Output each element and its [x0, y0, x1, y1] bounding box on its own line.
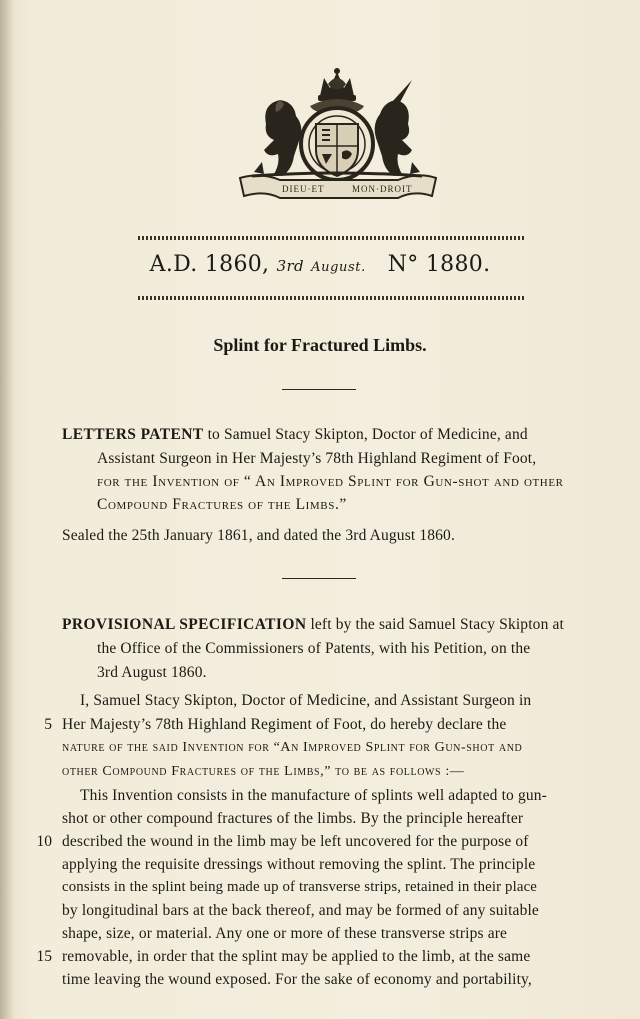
letters-patent-line-4: Compound Fractures of the Limbs.”	[97, 496, 347, 513]
provisional-line-1	[62, 616, 564, 634]
provisional-line-3: 3rd August 1860.	[97, 664, 207, 681]
patent-title: Splint for Fractured Limbs.	[213, 335, 427, 355]
separator-rule	[282, 389, 356, 390]
patent-heading	[0, 252, 640, 277]
line-number: 5	[44, 716, 52, 733]
separator-rule-2	[282, 578, 356, 579]
body-line: time leaving the wound exposed. For the sake of economy and portability,	[62, 971, 532, 988]
provisional-text: left by the said Samuel Stacy Skipton at	[306, 616, 564, 633]
heading-year: A.D. 1860,	[149, 252, 270, 277]
body-line: I, Samuel Stacy Skipton, Doctor of Medicine, and Assistant Surgeon in	[80, 692, 532, 709]
body-line: described the wound in the limb may be left uncovered for the purpose of	[62, 833, 529, 850]
svg-text:DIEU·ET: DIEU·ET	[282, 184, 325, 194]
heading-top-rule	[138, 236, 526, 240]
body-line: shot or other compound fractures of the limbs. By the principle hereafter	[62, 810, 524, 827]
unicorn-supporter-icon	[375, 80, 420, 176]
letters-patent-label: LETTERS PATENT	[62, 426, 204, 443]
body-line: consists in the splint being made up of transverse strips, retained in their place	[62, 879, 537, 895]
body-line: removable, in order that the splint may be applied to the limb, at the same	[62, 948, 531, 965]
letters-patent-line-2: Assistant Surgeon in Her Majesty’s 78th Highland Regiment of Foot,	[97, 450, 537, 467]
body-line: This Invention consists in the manufacture of splints well adapted to gun-	[80, 787, 547, 804]
body-line: nature of the said Invention for “An Improved Splint for Gun-shot and	[62, 740, 523, 755]
letters-patent-text: to Samuel Stacy Skipton, Doctor of Medicine, and	[203, 426, 528, 443]
letters-patent-line-3	[97, 473, 564, 491]
page-spine-shadow	[0, 0, 14, 1019]
royal-coat-of-arms	[232, 66, 442, 206]
heading-bottom-rule	[138, 296, 526, 300]
provisional-line-2: the Office of the Commissioners of Patents, with his Petition, on the	[97, 640, 531, 657]
body-line: by longitudinal bars at the back thereof, and may be formed of any suitable	[62, 902, 539, 919]
letters-patent-line-1	[62, 426, 528, 444]
invention-name-part-1: for the Invention of “ An Improved Splint for Gun-shot and other	[97, 473, 564, 490]
line-number: 15	[36, 948, 52, 965]
svg-text:MON·DROIT: MON·DROIT	[352, 184, 413, 194]
body-line: shape, size, or material. Any one or more of these transverse strips are	[62, 925, 508, 942]
body-line: Her Majesty’s 78th Highland Regiment of Foot, do hereby declare the	[62, 716, 507, 733]
body-line: other Compound Fractures of the Limbs,” to be as follows :—	[62, 764, 465, 779]
sealed-line: Sealed the 25th January 1861, and dated the 3rd August 1860.	[62, 527, 455, 544]
heading-date-day: 3rd	[276, 257, 304, 275]
body-line: applying the requisite dressings without removing the splint. The principle	[62, 856, 536, 873]
provisional-label: PROVISIONAL SPECIFICATION	[62, 616, 307, 633]
heading-date-month: August.	[311, 260, 366, 275]
line-number: 10	[36, 833, 52, 850]
lion-supporter-icon	[254, 100, 301, 176]
patent-number: N° 1880.	[387, 252, 491, 277]
